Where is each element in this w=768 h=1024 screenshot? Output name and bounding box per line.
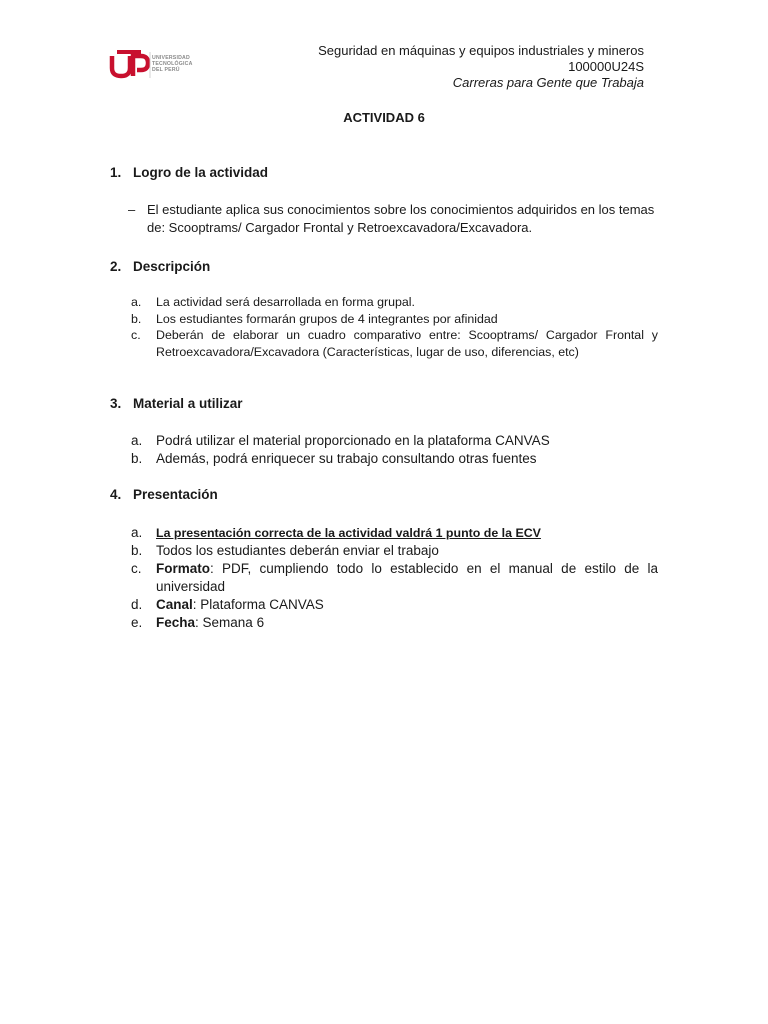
list-item: [131, 294, 658, 311]
field-label-canal: Canal: [156, 597, 193, 612]
section-heading-descripcion: [110, 259, 210, 274]
list-marker: a.: [131, 433, 143, 448]
list-item-text: La actividad será desarrollada en forma grupal.: [156, 295, 415, 309]
section-heading-presentacion: [110, 487, 218, 502]
field-value-canal: : Plataforma CANVAS: [192, 597, 324, 612]
list-marker: c.: [131, 561, 142, 576]
list-item-text: [156, 560, 658, 596]
field-value-formato: : PDF, cumpliendo todo lo establecido en el manual de estilo de la universidad: [156, 561, 658, 594]
list-item: [131, 524, 658, 542]
list-marker: b.: [131, 543, 143, 558]
list-item: [131, 311, 658, 328]
list-item-text: Los estudiantes formarán grupos de 4 integrantes por afinidad: [156, 311, 498, 326]
list-item-text: Todos los estudiantes deberán enviar el trabajo: [156, 543, 439, 558]
document-title: ACTIVIDAD 6: [343, 110, 425, 125]
list-item: [131, 450, 658, 468]
list-item-text: [156, 596, 658, 614]
section-heading-material: [110, 396, 243, 411]
list-marker: b.: [131, 311, 142, 326]
list-marker: b.: [131, 451, 143, 466]
description-list: [131, 294, 658, 360]
logo-line-3: DEL PERÚ: [152, 67, 180, 73]
list-item: [131, 327, 658, 360]
section-number: 4.: [110, 487, 122, 502]
field-label-formato: Formato: [156, 561, 210, 576]
list-marker: a.: [131, 295, 142, 309]
list-marker: c.: [131, 328, 141, 342]
university-name: [152, 55, 193, 73]
list-item-text: Deberán de elaborar un cuadro comparativo entre: Scooptrams/ Cargador Frontal y Retroexcavadora/Excavadora (Características, lugar de uso, diferencias, etc): [156, 328, 658, 359]
list-item: [128, 201, 658, 237]
page-header: [318, 43, 644, 91]
field-value-fecha: : Semana 6: [195, 615, 265, 630]
logo-line-2: TECNOLÓGICA: [152, 61, 193, 67]
list-item-text: El estudiante aplica sus conocimientos sobre los conocimientos adquiridos en los temas de: Scooptrams/ Cargador Frontal y Retroexcavadora/Excavadora.: [147, 202, 655, 235]
section-heading-logro: [110, 165, 268, 180]
slogan: Carreras para Gente que Trabaja: [452, 75, 644, 90]
grading-note: La presentación correcta de la actividad valdrá 1 punto de la ECV: [156, 526, 541, 540]
section-title: Presentación: [133, 487, 218, 502]
section-number: 2.: [110, 259, 122, 274]
list-item: [131, 432, 658, 450]
list-item-text: [156, 614, 658, 632]
field-label-fecha: Fecha: [156, 615, 196, 630]
course-title: Seguridad en máquinas y equipos industriales y mineros: [318, 43, 644, 58]
section-title: Material a utilizar: [133, 396, 243, 411]
list-item: [131, 560, 658, 596]
list-item-text: Podrá utilizar el material proporcionado en la plataforma CANVAS: [156, 433, 550, 448]
presentation-list: [131, 524, 658, 632]
list-item: [131, 542, 658, 560]
section-number: 3.: [110, 396, 122, 411]
list-marker: d.: [131, 597, 143, 612]
material-list: [131, 432, 658, 468]
list-item: [131, 614, 658, 632]
list-item: [131, 596, 658, 614]
course-code: 100000U24S: [568, 59, 644, 74]
logo-line-1: UNIVERSIDAD: [152, 55, 190, 61]
section-title: Logro de la actividad: [133, 165, 269, 180]
section-number: 1.: [110, 165, 122, 180]
section-title: Descripción: [133, 259, 211, 274]
dash-bullet: –: [128, 202, 136, 217]
list-marker: e.: [131, 615, 143, 630]
list-item-text: Además, podrá enriquecer su trabajo consultando otras fuentes: [156, 451, 537, 466]
list-marker: a.: [131, 525, 143, 540]
